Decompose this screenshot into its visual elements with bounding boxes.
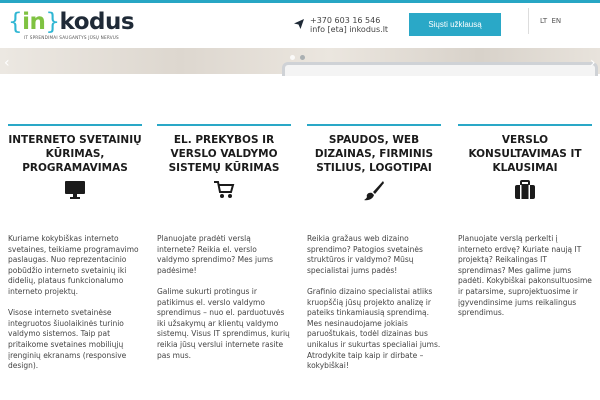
top-accent-line	[0, 0, 600, 3]
paper-plane-icon	[293, 18, 305, 30]
slider-dot-active[interactable]	[300, 55, 305, 60]
service-paragraph: Grafinio dizaino specialistai atliks kruopščią jūsų projekto analizę ir pateiks tinkamiausią sprendimą. Mes nesinaudojame jokiais paruoštukais, todėl dizainas bus unikalus ir sukurtas specialiai jums. Atrodykite taip kaip ir dirbate – kokybiškai!	[307, 286, 441, 371]
inkodus-logo[interactable]	[8, 9, 148, 45]
language-switcher	[540, 17, 563, 25]
send-inquiry-button[interactable]: Siųsti užklausą	[409, 13, 501, 36]
service-title: INTERNETO SVETAINIŲ KŪRIMAS, PROGRAMAVIMAS	[8, 134, 142, 174]
header-divider	[528, 8, 529, 34]
paint-brush-icon	[307, 180, 441, 200]
logo-tagline: IT SPRENDIMAI SAUGANTYS JŪSŲ NERVUS	[24, 35, 119, 40]
slider-dots	[290, 55, 305, 60]
service-title: EL. PREKYBOS IR VERSLO VALDYMO SISTEMŲ KŪRIMAS	[168, 134, 280, 174]
service-consulting	[458, 124, 592, 318]
service-web-development	[8, 124, 142, 371]
lang-lt[interactable]: LT	[540, 17, 548, 25]
monitor-icon	[8, 180, 142, 200]
service-paragraph: Reikia gražaus web dizaino sprendimo? Patogios svetainės struktūros ir valdymo? Mūsų specialistai jums padės!	[307, 234, 423, 275]
service-paragraph: Visose interneto svetainėse integruotos šiuolaikinės turinio valdymo sistemos. Taip pat pritaikome svetaines mobiliųjų įrenginių ekranams (responsive design).	[8, 308, 127, 371]
logo-wordmark: {in}kodus	[8, 9, 135, 35]
chevron-left-icon[interactable]: ‹	[4, 55, 10, 71]
service-description	[157, 234, 291, 372]
service-description	[307, 234, 441, 382]
laptop-image	[282, 62, 598, 76]
briefcase-icon	[458, 180, 592, 200]
contact-phone[interactable]: +370 603 16 546	[310, 16, 381, 25]
service-ecommerce	[157, 124, 291, 360]
service-paragraph: Planuojate pradėti verslą internete? Reikia el. verslo valdymo sprendimo? Mes jums padėsime!	[157, 234, 274, 275]
contact-email[interactable]: info [eta] inkodus.lt	[310, 25, 389, 34]
service-title: SPAUDOS, WEB DIZAINAS, FIRMINIS STILIUS, LOGOTIPAI	[314, 134, 434, 174]
chevron-right-icon[interactable]: ›	[590, 55, 596, 71]
lang-en[interactable]: EN	[551, 17, 562, 25]
service-paragraph: Planuojate verslą perkelti į interneto erdvę? Kuriate naują IT projektą? Reikalingas IT sprendimas? Mes galime jums padėti. Kokybiškai pakonsultuosime ir patarsime, suprojektuosime ir įgyvendinsime jums reikalingus sprendimus.	[458, 234, 592, 318]
column-rule	[307, 124, 441, 126]
shopping-cart-icon	[157, 180, 291, 200]
service-title: VERSLO KONSULTAVIMAS IT KLAUSIMAI	[468, 134, 582, 174]
service-paragraph: Kuriame kokybiškas interneto svetaines, teikiame programavimo paslaugas. Nuo reprezentacinio pobūdžio interneto svetainių iki didelių, plataus funkcionalumo interneto projektų.	[8, 234, 139, 296]
column-rule	[8, 124, 142, 126]
service-description	[8, 234, 142, 382]
column-rule	[157, 124, 291, 126]
column-rule	[458, 124, 592, 126]
service-description	[458, 234, 592, 329]
service-paragraph: Galime sukurti protingus ir patikimus el. verslo valdymo sprendimus – nuo el. parduotuvės iki užsakymų ar klientų valdymo sistemų. Visus IT sprendimus, kurių reikia jūsų verslui internete rasite pas mus.	[157, 286, 290, 360]
slider-dot[interactable]	[290, 55, 295, 60]
service-design	[307, 124, 441, 371]
